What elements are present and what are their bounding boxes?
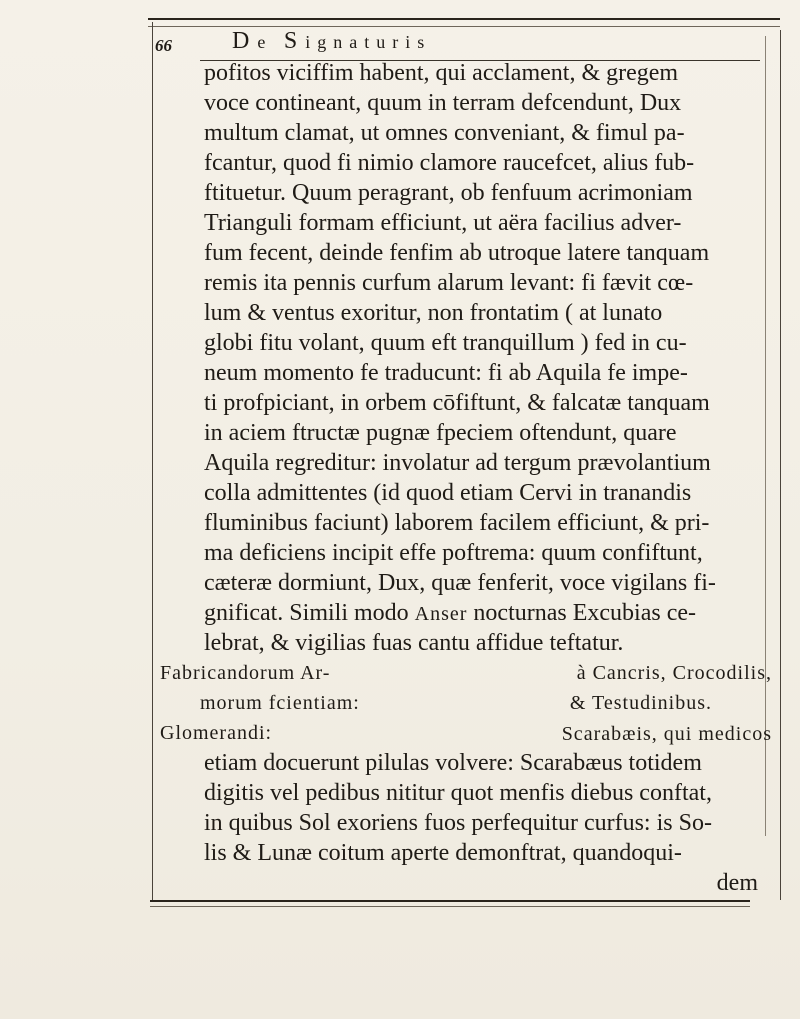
text-line: fum fecent, deinde fenfim ab utroque latere tanquam xyxy=(204,240,710,266)
text-line: digitis vel pedibus nititur quot menfis diebus conftat, xyxy=(204,780,712,806)
entry-heading-fabricandorum-cont: morum fcientiam: xyxy=(200,692,360,714)
text-line: globi fitu volant, quum eft tranquillum ) fed in cu- xyxy=(204,330,687,356)
text-span: nocturnas Excubias ce- xyxy=(467,600,696,626)
top-border-thin-rule xyxy=(148,26,780,27)
text-line: etiam docuerunt pilulas volvere: Scarabæus totidem xyxy=(204,750,702,776)
text-line: Trianguli formam efficiunt, ut aëra facilius adver- xyxy=(204,210,682,236)
smallcaps-anser: Anser xyxy=(414,603,468,625)
text-line: fluminibus faciunt) laborem facilem efficiunt, & pri- xyxy=(204,510,710,536)
top-border-rule xyxy=(148,18,780,20)
text-line: Aquila regreditur: involatur ad tergum prævolantium xyxy=(204,450,711,476)
text-line: remis ita pennis curfum alarum levant: fi fævit cœ- xyxy=(204,270,694,296)
text-line: ma deficiens incipit effe poftrema: quum confiftunt, xyxy=(204,540,703,566)
entry-heading-glomerandi: Glomerandi: xyxy=(160,722,273,744)
entry-source-fabricandorum-cont: & Testudinibus. xyxy=(569,692,712,714)
running-head-sig-initial: S xyxy=(283,28,306,54)
main-text xyxy=(160,58,772,898)
right-border-rule xyxy=(780,30,781,900)
running-head xyxy=(232,28,431,55)
text-line: fcantur, quod fi nimio clamore raucefcet, alius fub- xyxy=(204,150,695,176)
text-line: neum momento fe traducunt: fi ab Aquila fe impe- xyxy=(204,360,688,386)
running-head-rest: e xyxy=(257,32,284,52)
page-number: 66 xyxy=(155,36,172,55)
running-head-sig-rest: ignaturis xyxy=(305,32,432,52)
text-line: lis & Lunæ coitum aperte demonftrat, quandoqui- xyxy=(204,840,682,866)
text-line: colla admittentes (id quod etiam Cervi in tranandis xyxy=(204,480,692,506)
entry-source-glomerandi-text: Scarabæis, qui medicos xyxy=(561,723,772,745)
text-line: cæteræ dormiunt, Dux, quæ fenferit, voce vigilans fi- xyxy=(204,570,716,596)
text-line-with-smallcaps xyxy=(160,598,772,628)
text-line: lebrat, & vigilias fuas cantu affidue teftatur. xyxy=(204,630,624,656)
catchword: dem xyxy=(716,870,758,896)
entry-glomerandi-row xyxy=(160,718,772,748)
text-line: multum clamat, ut omnes conveniant, & fimul pa- xyxy=(204,120,685,146)
text-span: gnificat. Simili modo xyxy=(204,600,415,626)
entry-source-glomerandi xyxy=(562,718,772,748)
running-head-initial: D xyxy=(232,28,258,54)
entry-fabricandorum-row-2 xyxy=(160,688,772,718)
entry-heading-fabricandorum: Fabricandorum Ar- xyxy=(160,662,331,684)
bottom-border-rule xyxy=(150,900,750,902)
left-border-rule xyxy=(152,22,153,902)
text-line: pofitos viciffim habent, qui acclament, & gregem xyxy=(204,60,679,86)
bottom-border-thin-rule xyxy=(150,906,750,907)
text-line: voce contineant, quum in terram defcendunt, Dux xyxy=(204,90,682,116)
text-line: in aciem ftructæ pugnæ fpeciem oftendunt, quare xyxy=(204,420,677,446)
entry-source-fabricandorum: à Cancris, Crocodilis, xyxy=(576,662,772,684)
entry-fabricandorum-row-1 xyxy=(160,658,772,688)
text-line: in quibus Sol exoriens fuos perfequitur curfus: is So- xyxy=(204,810,712,836)
text-line: ti profpiciant, in orbem cōfiftunt, & falcatæ tanquam xyxy=(204,390,710,416)
text-line: lum & ventus exoritur, non frontatim ( at lunato xyxy=(204,300,663,326)
text-line: ftituetur. Quum peragrant, ob fenfuum acrimoniam xyxy=(204,180,693,206)
